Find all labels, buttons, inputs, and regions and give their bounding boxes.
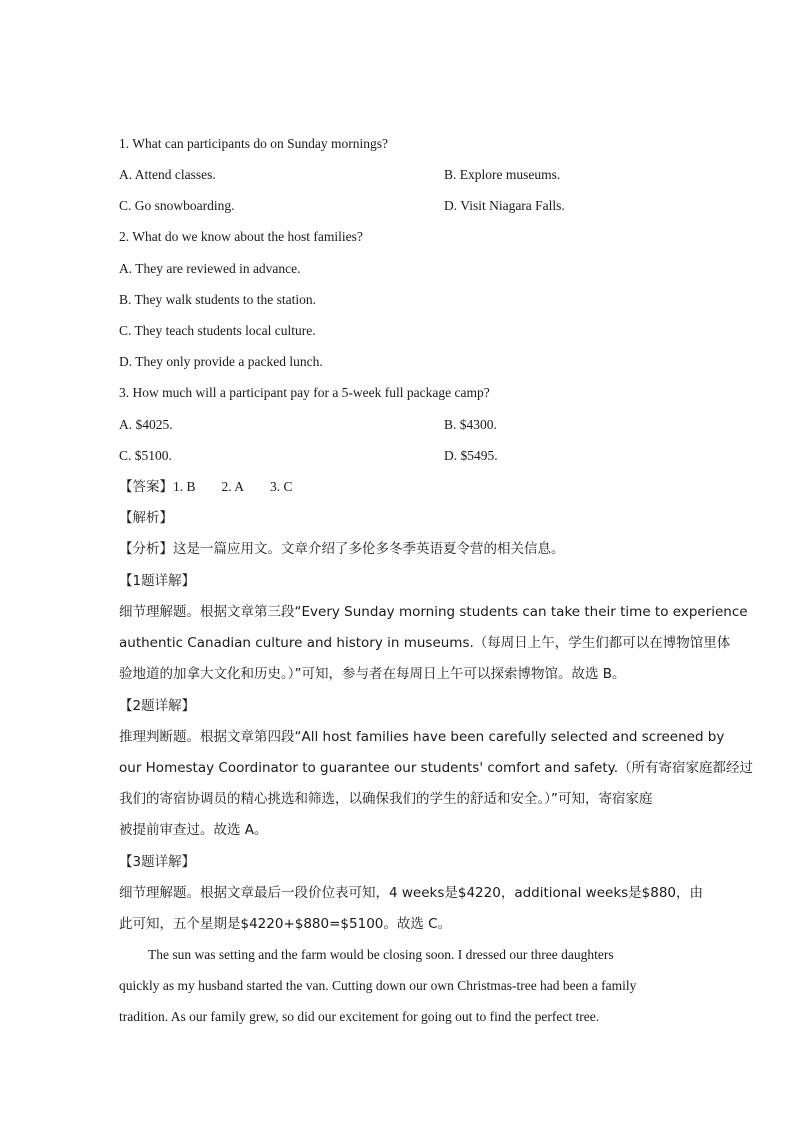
passage-line-2: quickly as my husband started the van. Cutting down our own Christmas-tree had been a family xyxy=(119,978,637,993)
question-3-option-a: A. $4025. xyxy=(119,417,173,432)
q2-detail-line-3: 我们的寄宿协调员的精心挑选和筛选，以确保我们的学生的舒适和安全。）”可知，寄宿家庭 xyxy=(119,791,653,807)
q2-detail-line-1: 推理判断题。根据文章第四段“All host families have been carefully selected and screened by xyxy=(119,729,725,745)
question-2-option-b: B. They walk students to the station. xyxy=(119,292,316,307)
q2-detail-line-4: 被提前审查过。故选 A。 xyxy=(119,822,268,838)
question-2-option-d: D. They only provide a packed lunch. xyxy=(119,354,323,369)
question-3-option-c: C. $5100. xyxy=(119,448,172,463)
question-1-option-c: C. Go snowboarding. xyxy=(119,198,235,213)
answer-label: 【答案】 xyxy=(119,479,173,495)
q1-detail-line-3: 验地道的加拿大文化和历史。）”可知，参与者在每周日上午可以探索博物馆。故选 B。 xyxy=(119,666,626,682)
answer-2: 2. A xyxy=(221,479,245,494)
question-2-option-a: A. They are reviewed in advance. xyxy=(119,261,301,276)
overview-text: 这是一篇应用文。文章介绍了多伦多冬季英语夏令营的相关信息。 xyxy=(173,541,565,557)
q1-detail-line-1: 细节理解题。根据文章第三段“Every Sunday morning students can take their time to experience xyxy=(119,604,748,620)
question-1-option-a: A. Attend classes. xyxy=(119,167,216,182)
q2-detail-label: 【2题详解】 xyxy=(119,698,196,714)
overview-line xyxy=(119,539,565,559)
q2-detail-line-2: our Homestay Coordinator to guarantee our students' comfort and safety.（所有寄宿家庭都经过 xyxy=(119,760,754,776)
q3-detail-line-2: 此可知，五个星期是$4220+$880=$5100。故选 C。 xyxy=(119,916,452,932)
question-3-stem: 3. How much will a participant pay for a 5-week full package camp? xyxy=(119,385,490,400)
answer-1: 1. B xyxy=(173,479,196,494)
q3-detail-line-1: 细节理解题。根据文章最后一段价位表可知，4 weeks是$4220，additional weeks是$880，由 xyxy=(119,885,704,901)
passage-line-1: The sun was setting and the farm would be closing soon. I dressed our three daughters xyxy=(148,947,614,962)
question-1-option-b: B. Explore museums. xyxy=(444,167,561,182)
question-3-option-d: D. $5495. xyxy=(444,448,498,463)
question-3-option-b: B. $4300. xyxy=(444,417,497,432)
question-1-stem: 1. What can participants do on Sunday mornings? xyxy=(119,136,388,151)
passage-line-3: tradition. As our family grew, so did our excitement for going out to find the perfect tree. xyxy=(119,1009,600,1024)
q1-detail-line-2: authentic Canadian culture and history in museums.（每周日上午，学生们都可以在博物馆里体 xyxy=(119,635,731,651)
overview-label: 【分析】 xyxy=(119,541,173,557)
answer-3: 3. C xyxy=(270,479,293,494)
question-1-option-d: D. Visit Niagara Falls. xyxy=(444,198,565,213)
question-2-stem: 2. What do we know about the host families? xyxy=(119,229,363,244)
q1-detail-label: 【1题详解】 xyxy=(119,573,196,589)
question-2-option-c: C. They teach students local culture. xyxy=(119,323,316,338)
q3-detail-label: 【3题详解】 xyxy=(119,854,196,870)
analysis-label: 【解析】 xyxy=(119,510,173,526)
answer-line xyxy=(119,477,293,497)
